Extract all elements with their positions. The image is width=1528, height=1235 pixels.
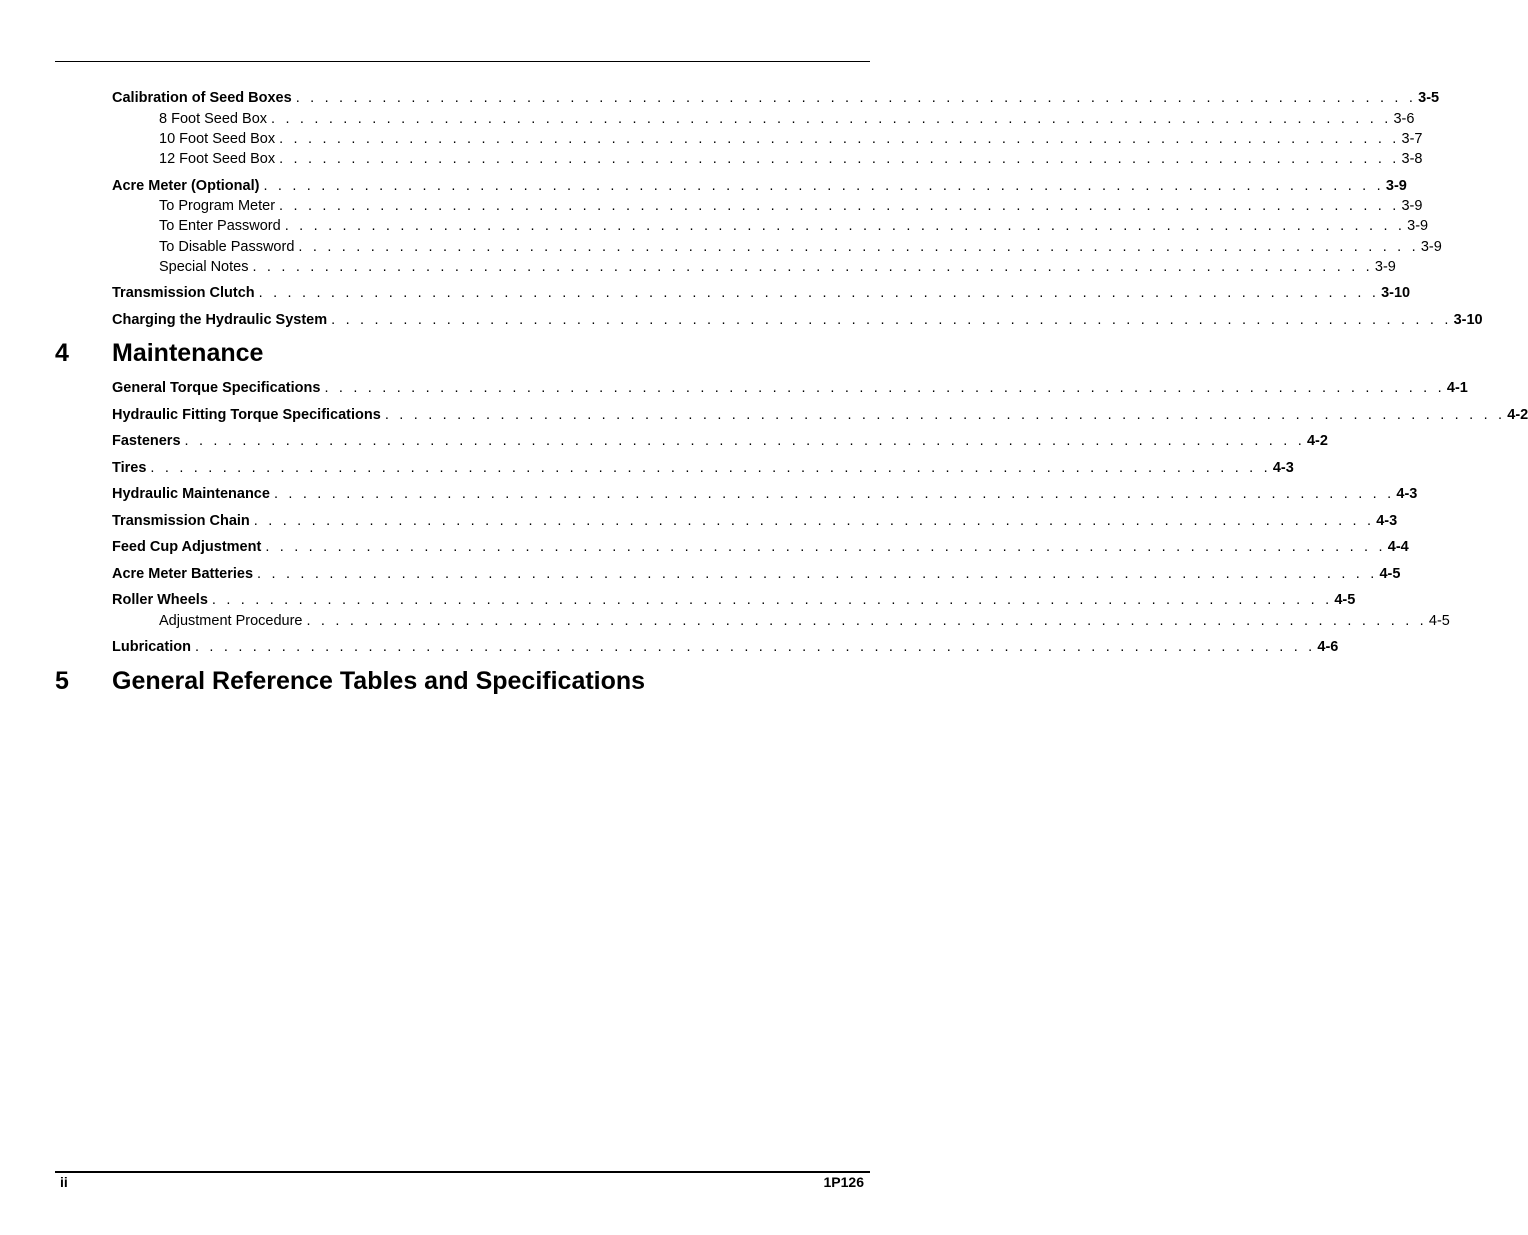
dot-leader: . . . . . . . . . . . . . . . . . . . . . . . . . . . . . . . . . . . . . . . . . . . . . . . . . . . . . . . . . . . . . . . . . . . . . . . . . . . . . .	[150, 460, 1271, 476]
toc-entry[interactable]	[112, 459, 1294, 477]
toc-subentry[interactable]	[159, 217, 1429, 235]
toc-entry-page: 4-2	[1306, 433, 1328, 449]
toc-entry-label: Calibration of Seed Boxes	[112, 90, 292, 106]
toc-entry[interactable]	[112, 638, 1339, 656]
dot-leader: . . . . . . . . . . . . . . . . . . . . . . . . . . . . . . . . . . . . . . . . . . . . . . . . . . . . . . . . . . . . . . . . . . . . . . . . . . . . . .	[295, 90, 1417, 106]
dot-leader: . . . . . . . . . . . . . . . . . . . . . . . . . . . . . . . . . . . . . . . . . . . . . . . . . . . . . . . . . . . . . . . . . . . . . . . . . . . . . .	[279, 131, 1400, 147]
toc-entry[interactable]	[112, 406, 1528, 424]
toc-entry-label: 10 Foot Seed Box	[159, 131, 276, 147]
toc-entry-label: Roller Wheels	[112, 592, 208, 608]
toc-entry[interactable]	[112, 565, 1401, 583]
dot-leader: . . . . . . . . . . . . . . . . . . . . . . . . . . . . . . . . . . . . . . . . . . . . . . . . . . . . . . . . . . . . . . . . . . . . . . . . . . . . . .	[331, 312, 1452, 328]
dot-leader: . . . . . . . . . . . . . . . . . . . . . . . . . . . . . . . . . . . . . . . . . . . . . . . . . . . . . . . . . . . . . . . . . . . . . . . . . . . . . .	[324, 380, 1445, 396]
chapter-number: 5	[55, 667, 69, 695]
toc-entry-page: 4-4	[1387, 539, 1409, 555]
toc-entry-page: 3-8	[1401, 151, 1423, 167]
toc-entry[interactable]	[112, 311, 1483, 329]
toc-subentry[interactable]	[159, 612, 1450, 630]
toc-entry-label: Lubrication	[112, 639, 191, 655]
toc-subentry[interactable]	[159, 238, 1442, 256]
toc-entry-page: 4-1	[1446, 380, 1468, 396]
toc-entry[interactable]	[112, 591, 1356, 609]
toc-entry-label: Charging the Hydraulic System	[112, 312, 328, 328]
dot-leader: . . . . . . . . . . . . . . . . . . . . . . . . . . . . . . . . . . . . . . . . . . . . . . . . . . . . . . . . . . . . . . . . . . . . . . . . . . . . . .	[265, 539, 1386, 555]
chapter-heading[interactable]	[55, 665, 645, 697]
toc-entry-page: 3-7	[1401, 131, 1423, 147]
dot-leader: . . . . . . . . . . . . . . . . . . . . . . . . . . . . . . . . . . . . . . . . . . . . . . . . . . . . . . . . . . . . . . . . . . . . . . . . . . . . . .	[284, 218, 1406, 234]
dot-leader: . . . . . . . . . . . . . . . . . . . . . . . . . . . . . . . . . . . . . . . . . . . . . . . . . . . . . . . . . . . . . . . . . . . . . . . . . . . . . .	[253, 513, 1375, 529]
toc-subentry[interactable]	[159, 110, 1415, 128]
toc-entry-label: Acre Meter Batteries	[112, 566, 254, 582]
toc-entry-label: To Enter Password	[159, 218, 281, 234]
toc-entry-page: 3-9	[1420, 239, 1442, 255]
toc-entry-label: Tires	[112, 460, 147, 476]
toc-subentry[interactable]	[159, 150, 1423, 168]
toc-entry-label: 8 Foot Seed Box	[159, 111, 268, 127]
footer-rule	[55, 1171, 870, 1173]
toc-entry-label: Hydraulic Fitting Torque Specifications	[112, 407, 381, 423]
dot-leader: . . . . . . . . . . . . . . . . . . . . . . . . . . . . . . . . . . . . . . . . . . . . . . . . . . . . . . . . . . . . . . . . . . . . . . . . . . . . . .	[279, 151, 1400, 167]
toc-subentry[interactable]	[159, 197, 1423, 215]
chapter-title: General Reference Tables and Specifications	[112, 667, 646, 695]
header-rule	[55, 61, 870, 62]
toc-entry[interactable]	[112, 432, 1328, 450]
dot-leader: . . . . . . . . . . . . . . . . . . . . . . . . . . . . . . . . . . . . . . . . . . . . . . . . . . . . . . . . . . . . . . . . . . . . . . . . . . . . . .	[279, 198, 1400, 214]
toc-entry[interactable]	[112, 89, 1440, 107]
dot-leader: . . . . . . . . . . . . . . . . . . . . . . . . . . . . . . . . . . . . . . . . . . . . . . . . . . . . . . . . . . . . . . . . . . . . . . . . . . . . . .	[257, 566, 1378, 582]
toc-entry-page: 4-5	[1428, 613, 1450, 629]
toc-entry-page: 3-9	[1374, 259, 1396, 275]
toc-entry-page: 3-10	[1453, 312, 1483, 328]
toc-entry-label: 12 Foot Seed Box	[159, 151, 276, 167]
toc-subentry[interactable]	[159, 130, 1423, 148]
toc-entry-page: 3-5	[1418, 90, 1440, 106]
dot-leader: . . . . . . . . . . . . . . . . . . . . . . . . . . . . . . . . . . . . . . . . . . . . . . . . . . . . . . . . . . . . . . . . . . . . . . . . . . . . . .	[273, 486, 1395, 502]
toc-entry-page: 4-5	[1334, 592, 1356, 608]
toc-entry-label: Adjustment Procedure	[159, 613, 303, 629]
toc-entry-label: General Torque Specifications	[112, 380, 321, 396]
toc-entry-page: 3-9	[1407, 218, 1429, 234]
toc-entry-label: Feed Cup Adjustment	[112, 539, 262, 555]
toc-entry[interactable]	[112, 284, 1411, 302]
toc-entry-page: 3-10	[1381, 285, 1411, 301]
chapter-heading[interactable]	[55, 337, 263, 369]
dot-leader: . . . . . . . . . . . . . . . . . . . . . . . . . . . . . . . . . . . . . . . . . . . . . . . . . . . . . . . . . . . . . . . . . . . . . . . . . . . . . .	[298, 239, 1419, 255]
toc-entry-label: Acre Meter (Optional)	[112, 178, 260, 194]
dot-leader: . . . . . . . . . . . . . . . . . . . . . . . . . . . . . . . . . . . . . . . . . . . . . . . . . . . . . . . . . . . . . . . . . . . . . . . . . . . . . .	[306, 613, 1427, 629]
dot-leader: . . . . . . . . . . . . . . . . . . . . . . . . . . . . . . . . . . . . . . . . . . . . . . . . . . . . . . . . . . . . . . . . . . . . . . . . . . . . . .	[258, 285, 1380, 301]
toc-entry-page: 4-2	[1507, 407, 1528, 423]
toc-entry[interactable]	[112, 177, 1407, 195]
toc-entry-page: 4-3	[1396, 486, 1418, 502]
toc-entry-label: To Disable Password	[159, 239, 295, 255]
toc-entry-label: To Program Meter	[159, 198, 276, 214]
toc-entry[interactable]	[112, 538, 1409, 556]
toc-entry-page: 3-6	[1393, 111, 1415, 127]
toc-entry-label: Transmission Clutch	[112, 285, 255, 301]
toc-entry-label: Fasteners	[112, 433, 181, 449]
chapter-number: 4	[55, 339, 69, 367]
dot-leader: . . . . . . . . . . . . . . . . . . . . . . . . . . . . . . . . . . . . . . . . . . . . . . . . . . . . . . . . . . . . . . . . . . . . . . . . . . . . . .	[211, 592, 1333, 608]
toc-entry[interactable]	[112, 512, 1398, 530]
footer-document-id: 1P126	[823, 1174, 864, 1190]
dot-leader: . . . . . . . . . . . . . . . . . . . . . . . . . . . . . . . . . . . . . . . . . . . . . . . . . . . . . . . . . . . . . . . . . . . . . . . . . . . . . .	[252, 259, 1373, 275]
chapter-title: Maintenance	[112, 339, 264, 367]
dot-leader: . . . . . . . . . . . . . . . . . . . . . . . . . . . . . . . . . . . . . . . . . . . . . . . . . . . . . . . . . . . . . . . . . . . . . . . . . . . . . .	[271, 111, 1392, 127]
toc-entry-label: Transmission Chain	[112, 513, 250, 529]
dot-leader: . . . . . . . . . . . . . . . . . . . . . . . . . . . . . . . . . . . . . . . . . . . . . . . . . . . . . . . . . . . . . . . . . . . . . . . . . . . . . .	[263, 178, 1384, 194]
toc-subentry[interactable]	[159, 258, 1396, 276]
toc-entry-page: 4-6	[1317, 639, 1339, 655]
toc-entry[interactable]	[112, 379, 1468, 397]
dot-leader: . . . . . . . . . . . . . . . . . . . . . . . . . . . . . . . . . . . . . . . . . . . . . . . . . . . . . . . . . . . . . . . . . . . . . . . . . . . . . .	[384, 407, 1506, 423]
toc-entry-page: 4-5	[1379, 566, 1401, 582]
toc-entry-page: 3-9	[1385, 178, 1407, 194]
toc-entry-page: 3-9	[1401, 198, 1423, 214]
toc-entry-page: 4-3	[1376, 513, 1398, 529]
toc-entry-page: 4-3	[1272, 460, 1294, 476]
footer-page-number: ii	[60, 1174, 68, 1190]
dot-leader: . . . . . . . . . . . . . . . . . . . . . . . . . . . . . . . . . . . . . . . . . . . . . . . . . . . . . . . . . . . . . . . . . . . . . . . . . . . . . .	[184, 433, 1305, 449]
toc-entry-label: Special Notes	[159, 259, 249, 275]
toc-entry[interactable]	[112, 485, 1418, 503]
toc-entry-label: Hydraulic Maintenance	[112, 486, 270, 502]
dot-leader: . . . . . . . . . . . . . . . . . . . . . . . . . . . . . . . . . . . . . . . . . . . . . . . . . . . . . . . . . . . . . . . . . . . . . . . . . . . . . .	[194, 639, 1316, 655]
